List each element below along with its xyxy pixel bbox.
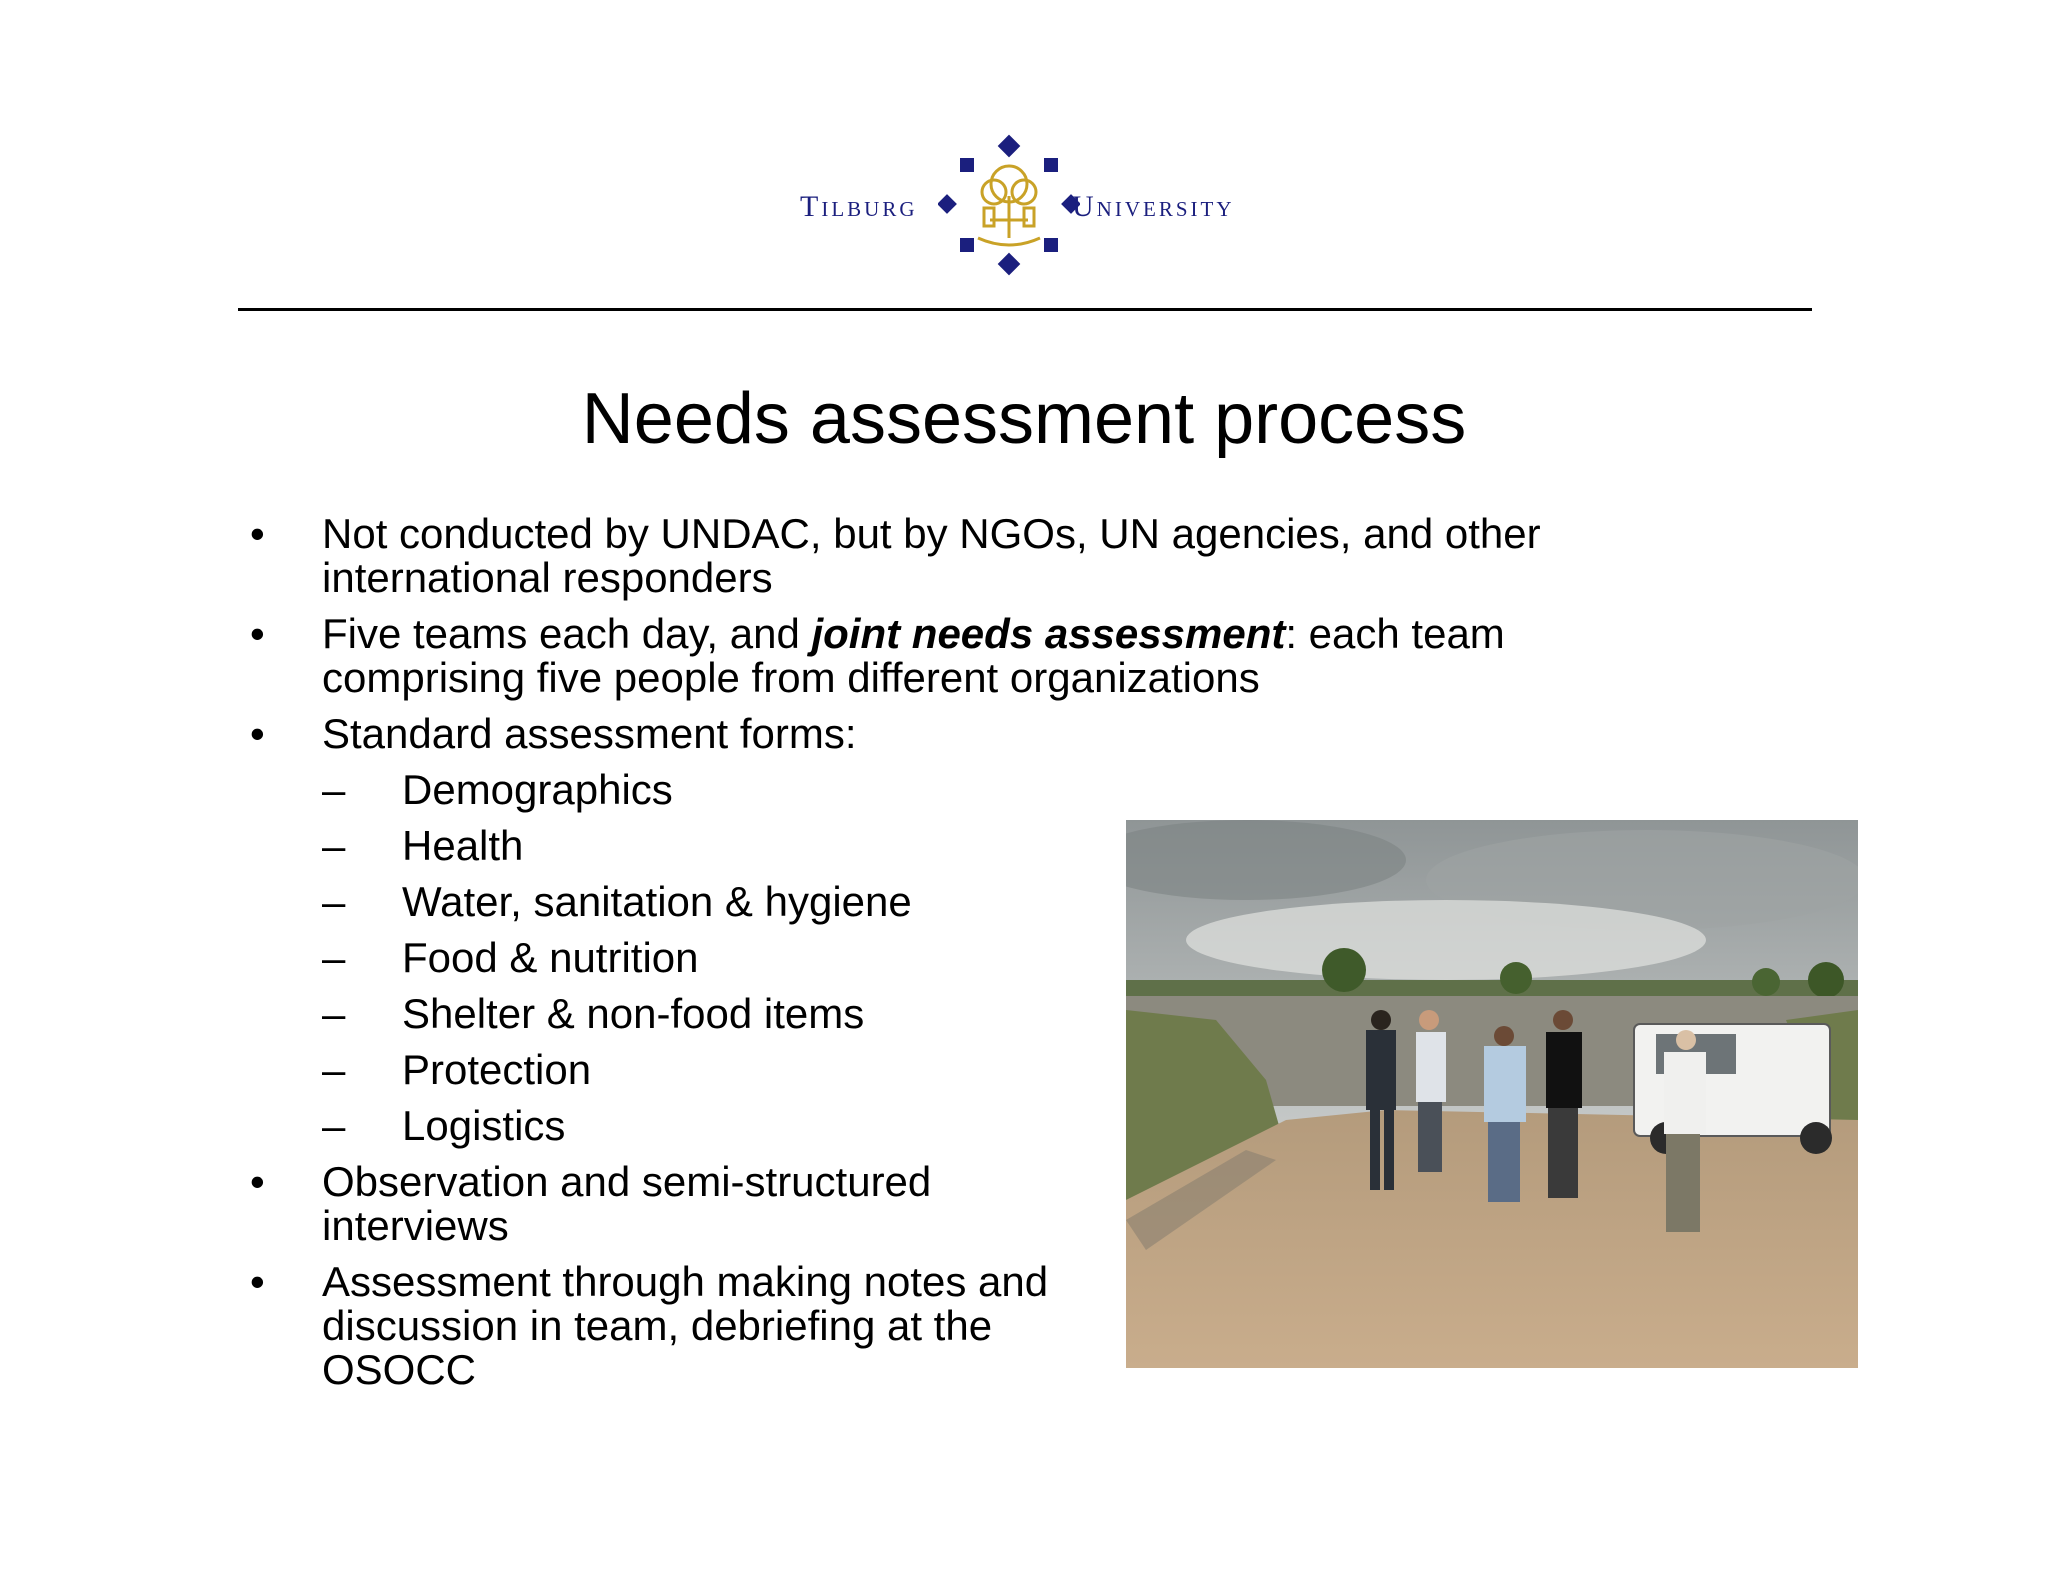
- sub-marker: –: [322, 1046, 346, 1093]
- bullet-text-after: : each team comprising five people from different organizations: [322, 610, 1505, 701]
- field-assessment-photo-icon: [1126, 820, 1858, 1368]
- university-logo: [800, 134, 1260, 276]
- bullet-emphasis: joint needs assessment: [811, 610, 1286, 657]
- header-divider: [238, 308, 1812, 311]
- sub-item-text: Health: [402, 822, 524, 869]
- sub-item-text: Water, sanitation & hygiene: [402, 878, 912, 925]
- bullet-item: [250, 612, 1700, 700]
- sub-item-text: Logistics: [402, 1102, 566, 1149]
- bullet-text: Not conducted by UNDAC, but by NGOs, UN agencies, and other international responders: [322, 510, 1541, 601]
- sub-item-text: Shelter & non-food items: [402, 990, 865, 1037]
- sub-item-text: Protection: [402, 1046, 592, 1093]
- bullet-marker: •: [250, 610, 265, 657]
- bullet-text: Assessment through making notes and discussion in team, debriefing at the OSOCC: [322, 1258, 1049, 1393]
- bullet-text: Standard assessment forms:: [322, 710, 857, 757]
- logo-word-left: Tilburg: [800, 190, 918, 223]
- bullet-item: [250, 512, 1700, 600]
- bullet-marker: •: [250, 510, 265, 557]
- sub-marker: –: [322, 990, 346, 1037]
- bullet-marker: •: [250, 1158, 265, 1205]
- bullet-marker: •: [250, 710, 265, 757]
- sub-marker: –: [322, 822, 346, 869]
- tilburg-tree-emblem-icon: [938, 134, 1080, 276]
- logo-word-right: University: [1072, 190, 1235, 223]
- sub-item-text: Demographics: [402, 766, 673, 813]
- sub-item: [322, 768, 1700, 812]
- slide-title: Needs assessment process: [581, 379, 1467, 459]
- bullet-text: Observation and semi-structured interviews: [322, 1158, 932, 1249]
- bullet-text-before: Five teams each day, and: [322, 610, 812, 657]
- sub-marker: –: [322, 1102, 346, 1149]
- sub-marker: –: [322, 934, 346, 981]
- sub-item-text: Food & nutrition: [402, 934, 699, 981]
- sub-marker: –: [322, 766, 346, 813]
- bullet-marker: •: [250, 1258, 265, 1305]
- sub-marker: –: [322, 878, 346, 925]
